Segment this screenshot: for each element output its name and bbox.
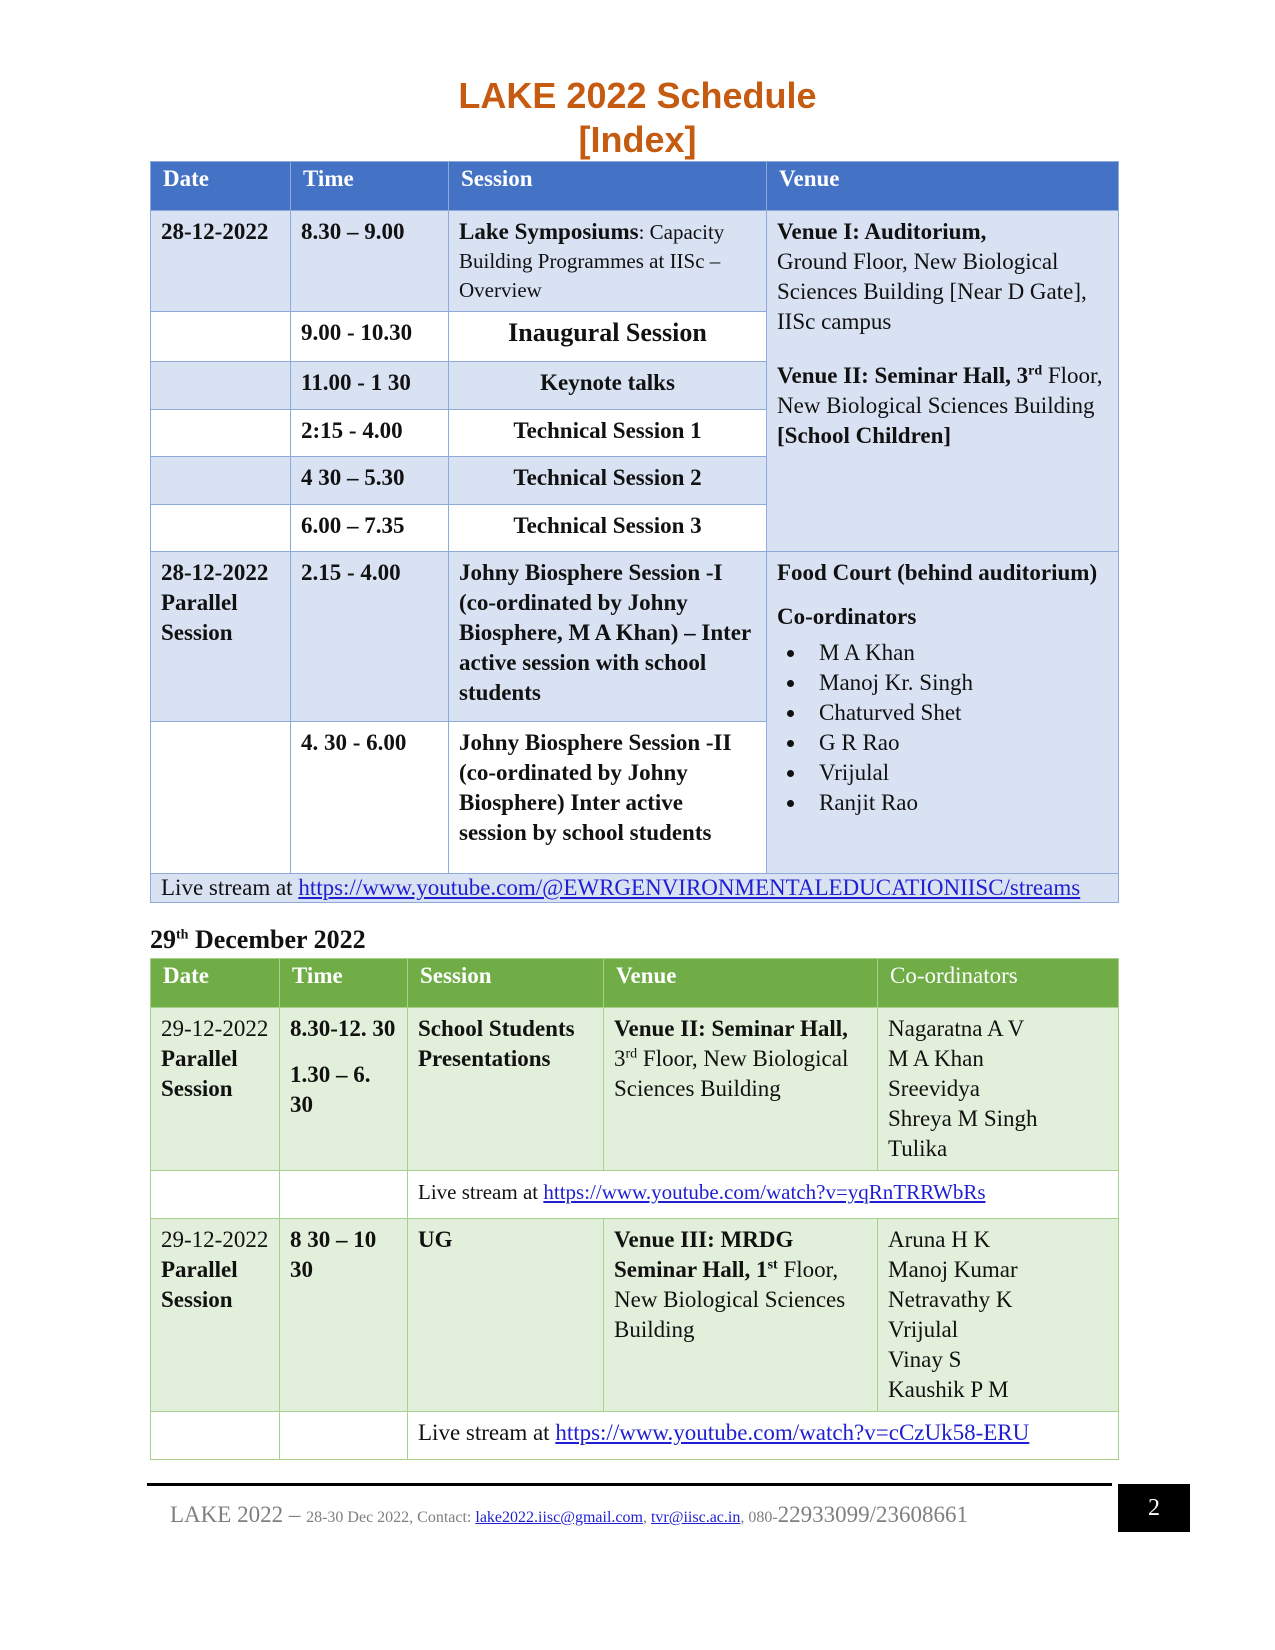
empty-cell [280,1412,408,1460]
live-stream-cell: Live stream at https://www.youtube.com/watch?v=yqRnTRRWbRs [408,1171,1119,1219]
list-item: • Vrijulal [807,758,1108,788]
page-subtitle: [Index] [578,119,697,160]
venue-cell [767,211,1119,552]
list-item: • M A Khan [807,638,1108,668]
list-item: Vinay S [888,1347,962,1372]
venue-cell [767,552,1119,874]
session-cell [449,211,767,312]
footer-dates: 28-30 Dec 2022, Contact: [306,1509,476,1526]
list-item: Netravathy K [888,1287,1013,1312]
page-title: LAKE 2022 Schedule [458,75,817,116]
empty-cell [151,1412,280,1460]
list-item: Sreevidya [888,1076,980,1101]
header-time: Time [280,959,408,1008]
list-item: Nagaratna A V [888,1016,1025,1041]
session-cell: Technical Session 2 [449,457,767,505]
time-cell: 8.30 – 9.00 [291,211,449,312]
table-row [151,211,1119,312]
live-stream-link[interactable]: https://www.youtube.com/watch?v=yqRnTRRWbRs [543,1180,986,1204]
time-cell: 11.00 - 1 30 [291,362,449,410]
list-item: Kaushik P M [888,1377,1009,1402]
coordinators-cell [878,1008,1119,1171]
list-item: Tulika [888,1136,948,1161]
header-time: Time [291,162,449,211]
date-cell: 28-12-2022 Parallel Session [151,552,291,722]
footer-email-link[interactable]: lake2022.iisc@gmail.com [475,1509,643,1526]
date-cell [151,505,291,552]
venue-3-name: Food Court (behind auditorium) [777,560,1098,585]
venue-2-tag: [School Children] [777,423,952,448]
date-cell [151,362,291,410]
venue-2-name: Venue II: Seminar Hall, 3rd [777,363,1043,388]
header-session: Session [449,162,767,211]
section-heading-29dec: 29th December 2022 [150,925,366,954]
live-stream-row [151,1171,1119,1219]
session-cell: School Students Presentations [408,1008,604,1171]
list-item: • G R Rao [807,728,1108,758]
live-stream-row [151,874,1119,903]
footer-phone: 22933099/23608661 [777,1502,969,1527]
time-cell: 4 30 – 5.30 [291,457,449,505]
empty-cell [280,1171,408,1219]
list-item: • Ranjit Rao [807,788,1108,818]
header-venue: Venue [767,162,1119,211]
live-stream-link[interactable]: https://www.youtube.com/@EWRGENVIRONMENTALEDUCATIONIISC/streams [298,875,1081,900]
header-date: Date [151,959,280,1008]
session-description: : Capacity Building Programmes at IISc – Overview [459,220,725,302]
list-item: Vrijulal [888,1317,959,1342]
venue-2-detail: Floor, New Biological Sciences Building [777,363,1103,418]
footer-event: LAKE 2022 [170,1502,284,1527]
time-cell: 8.30-12. 30 1.30 – 6. 30 [280,1008,408,1171]
list-item: M A Khan [888,1046,984,1071]
time-cell: 2:15 - 4.00 [291,410,449,457]
session-cell: UG [408,1219,604,1412]
schedule-table-29dec [150,958,1119,1460]
date-cell [151,722,291,874]
time-cell: 9.00 - 10.30 [291,312,449,362]
date-cell [151,312,291,362]
date-cell: 28-12-2022 [151,211,291,312]
session-cell: Johny Biosphere Session -II (co-ordinated by Johny Biosphere) Inter active session by school students [449,722,767,874]
list-item: • Chaturved Shet [807,698,1108,728]
list-item: • Manoj Kr. Singh [807,668,1108,698]
header-coordinators: Co-ordinators [878,959,1119,1008]
header-date: Date [151,162,291,211]
live-stream-row [151,1412,1119,1460]
live-stream-cell: Live stream at https://www.youtube.com/@EWRGENVIRONMENTALEDUCATIONIISC/streams [151,874,1119,903]
footer: LAKE 2022 – 28-30 Dec 2022, Contact: lake2022.iisc@gmail.com, tvr@iisc.ac.in, 080-22933099/23608661 [170,1502,969,1527]
time-cell: 8 30 – 10 30 [280,1219,408,1412]
live-stream-cell: Live stream at https://www.youtube.com/watch?v=cCzUk58-ERU [408,1412,1119,1460]
venue-1-detail: Ground Floor, New Biological Sciences Building [Near D Gate], IISc campus [777,249,1087,334]
table-header-row [151,959,1119,1008]
header-session: Session [408,959,604,1008]
session-cell: Keynote talks [449,362,767,410]
coordinators-cell [878,1219,1119,1412]
empty-cell [151,1171,280,1219]
schedule-table-28dec [150,161,1119,903]
date-cell: 29-12-2022 Parallel Session [151,1008,280,1171]
time-cell: 2.15 - 4.00 [291,552,449,722]
header-venue: Venue [604,959,878,1008]
table-row [151,552,1119,722]
session-cell: Technical Session 1 [449,410,767,457]
session-cell: Johny Biosphere Session -I (co-ordinated by Johny Biosphere, M A Khan) – Inter active session with school students [449,552,767,722]
date-cell [151,410,291,457]
venue-1-name: Venue I: Auditorium, [777,219,987,244]
live-stream-link[interactable]: https://www.youtube.com/watch?v=cCzUk58-ERU [555,1420,1030,1445]
date-cell: 29-12-2022 Parallel Session [151,1219,280,1412]
time-cell: 6.00 – 7.35 [291,505,449,552]
page-number: 2 [1118,1484,1190,1532]
venue-cell: Venue III: MRDG Seminar Hall, 1st Floor, New Biological Sciences Building [604,1219,878,1412]
date-cell [151,457,291,505]
coordinators-list [777,638,1108,818]
time-cell: 4. 30 - 6.00 [291,722,449,874]
list-item: Shreya M Singh [888,1106,1038,1131]
table-header-row [151,162,1119,211]
session-cell: Inaugural Session [449,312,767,362]
session-cell: Technical Session 3 [449,505,767,552]
coordinators-title: Co-ordinators [777,604,917,629]
list-item: Aruna H K [888,1227,991,1252]
footer-divider [147,1483,1112,1486]
footer-email-link[interactable]: tvr@iisc.ac.in [650,1509,741,1526]
venue-cell: Venue II: Seminar Hall, 3rd Floor, New Biological Sciences Building [604,1008,878,1171]
list-item: Manoj Kumar [888,1257,1018,1282]
session-title: Lake Symposiums [459,219,639,244]
table-row [151,1219,1119,1412]
table-row [151,1008,1119,1171]
